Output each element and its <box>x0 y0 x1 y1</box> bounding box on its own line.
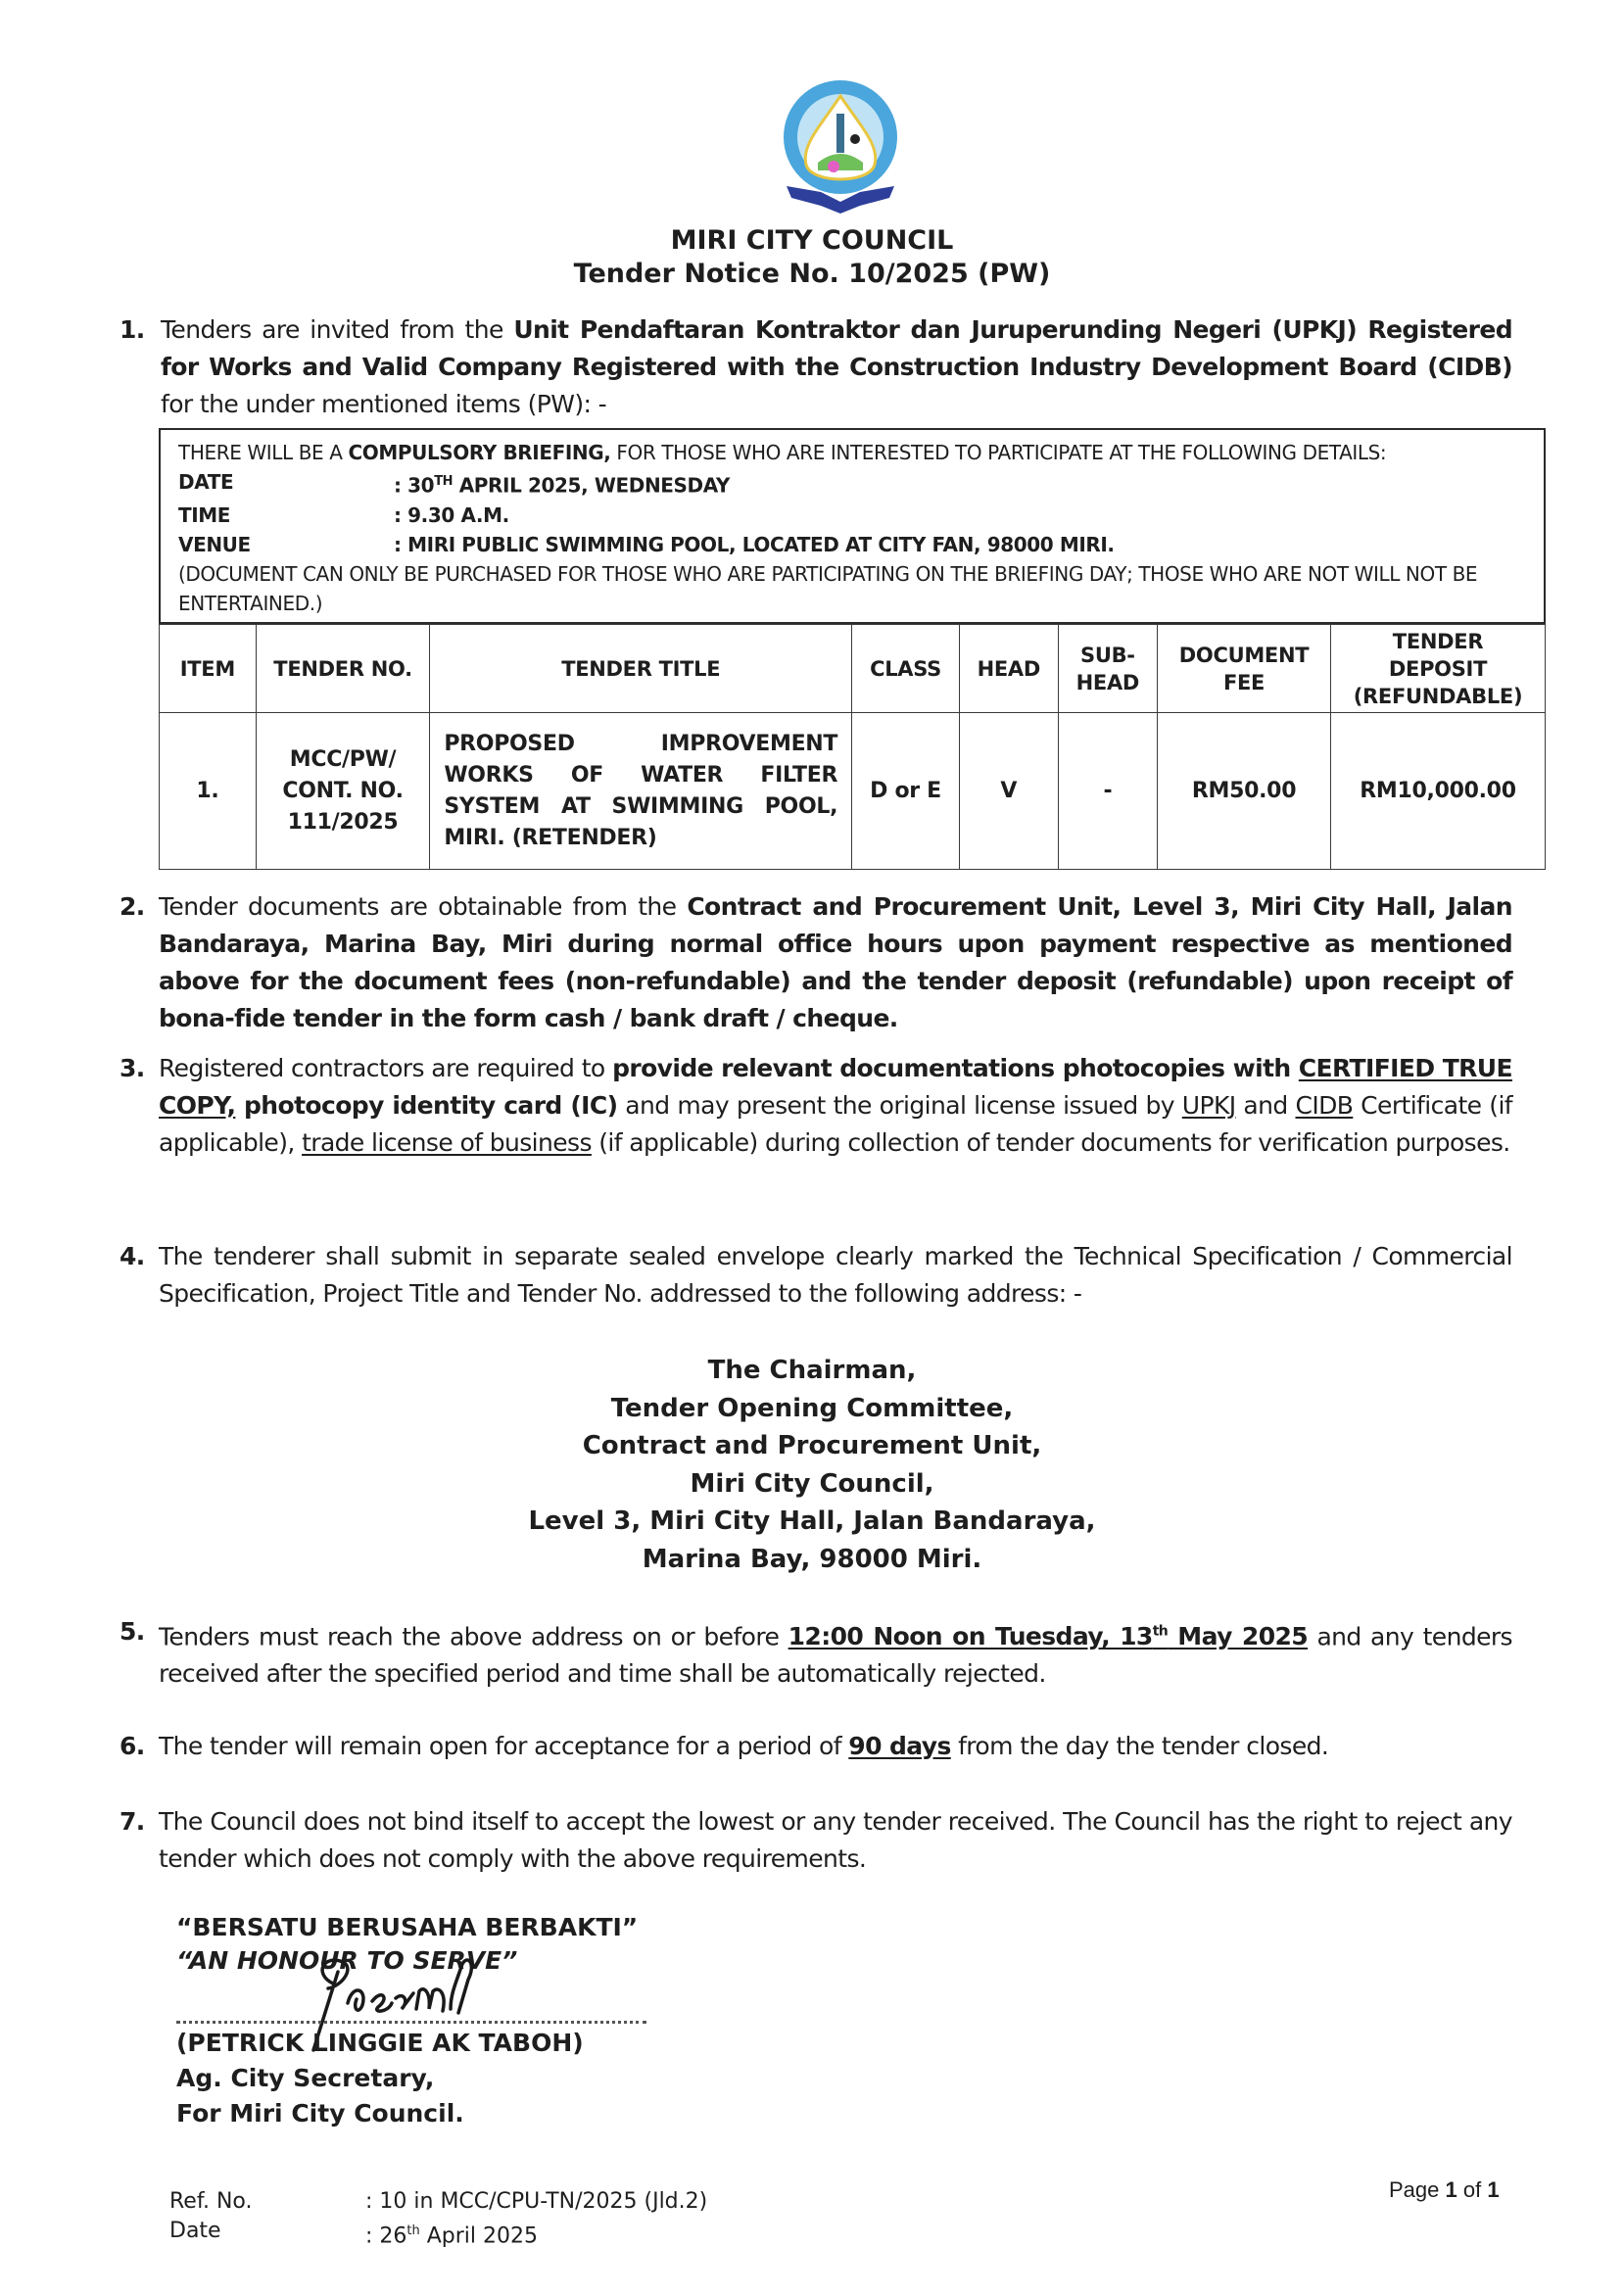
col-head: HEAD <box>959 625 1058 713</box>
council-logo <box>767 76 914 223</box>
paragraph-6: 6. The tender will remain open for acceptance for a period of 90 days from the day the tender closed. <box>119 1728 1512 1765</box>
col-tender-no: TENDER NO. <box>256 625 430 713</box>
notice-title: Tender Notice No. 10/2025 (PW) <box>573 259 1051 289</box>
paragraph-number: 4. <box>119 1242 145 1270</box>
date-label: Date <box>169 2219 221 2243</box>
motto-malay: “BERSATU BERUSAHA BERBAKTI” <box>176 1913 639 1941</box>
council-crest-icon <box>767 76 914 223</box>
paragraph-number: 7. <box>119 1807 145 1836</box>
cell-class: D or E <box>852 713 960 870</box>
motto-english: “AN HONOUR TO SERVE” <box>176 1946 518 1975</box>
validity-period: 90 days <box>848 1732 951 1760</box>
address-line: Marina Bay, 98000 Miri. <box>642 1544 982 1574</box>
table-row <box>160 713 1546 870</box>
briefing-time-row: TIME : 9.30 A.M. <box>178 502 509 527</box>
briefing-venue-row: VENUE : MIRI PUBLIC SWIMMING POOL, LOCATED AT CITY FAN, 98000 MIRI. <box>178 532 1115 556</box>
paragraph-4: 4. The tenderer shall submit in separate sealed envelope clearly marked the Technical Specification / Commercial Specification, Project Title and Tender No. addressed to the following address: - <box>119 1238 1512 1313</box>
paragraph-number: 2. <box>119 892 145 921</box>
paragraph-7: 7. The Council does not bind itself to accept the lowest or any tender received. The Council has the right to reject any tender which does not comply with the above requirements. <box>119 1803 1512 1878</box>
address-line: The Chairman, <box>707 1356 917 1385</box>
briefing-note: (DOCUMENT CAN ONLY BE PURCHASED FOR THOSE WHO ARE PARTICIPATING ON THE BRIEFING DAY; THOSE WHO ARE NOT WILL NOT BE ENTERTAINED.) <box>178 561 1478 615</box>
cell-tender-title: PROPOSED IMPROVEMENT WORKS OF WATER FILTER SYSTEM AT SWIMMING POOL, MIRI. (RETENDER) <box>430 713 852 870</box>
submission-address <box>0 1352 1624 1578</box>
paragraph-2: 2. Tender documents are obtainable from the Contract and Procurement Unit, Level 3, Miri City Hall, Jalan Bandaraya, Marina Bay, Miri during normal office hours upon payment respective as mentioned above for the document fees (non-refundable) and the tender deposit (refundable) upon receipt of bona-fide tender in the form cash / bank draft / cheque. <box>119 888 1512 1037</box>
paragraph-number: 3. <box>119 1054 145 1082</box>
paragraph-number: 1. <box>119 315 145 344</box>
address-line: Tender Opening Committee, <box>610 1393 1014 1423</box>
organization-name: MIRI CITY COUNCIL <box>670 225 954 256</box>
col-tender-title: TENDER TITLE <box>430 625 852 713</box>
ref-no-value: : 10 in MCC/CPU-TN/2025 (Jld.2) <box>365 2189 708 2214</box>
briefing-intro: THERE WILL BE A COMPULSORY BRIEFING, FOR THOSE WHO ARE INTERESTED TO PARTICIPATE AT THE FOLLOWING DETAILS: <box>178 441 1387 464</box>
address-line: Contract and Procurement Unit, <box>582 1431 1042 1460</box>
page-number: Page 1 of 1 <box>1389 2177 1500 2202</box>
signatory-title: Ag. City Secretary, <box>176 2064 435 2092</box>
signatory-name: (PETRICK LINGGIE AK TABOH) <box>176 2029 584 2057</box>
signature-line <box>176 2021 646 2024</box>
address-line: Level 3, Miri City Hall, Jalan Bandaraya, <box>528 1506 1096 1536</box>
date-value: : 26th April 2025 <box>365 2223 539 2249</box>
address-line: Miri City Council, <box>690 1468 934 1499</box>
cell-tender-no: MCC/PW/ CONT. NO. 111/2025 <box>256 713 430 870</box>
col-document-fee: DOCUMENT FEE <box>1158 625 1331 713</box>
paragraph-5: 5. Tenders must reach the above address on or before 12:00 Noon on Tuesday, 13th May 2025 and any tenders received after the specified period and time shall be automatically rejected. <box>119 1613 1512 1693</box>
paragraph-3: 3. Registered contractors are required to provide relevant documentations photocopies with CERTIFIED TRUE COPY, photocopy identity card (IC) and may present the original license issued by UPKJ and CIDB Certificate (if applicable), trade license of business (if applicable) during collection of tender documents for verification purposes. <box>119 1050 1512 1162</box>
compulsory-briefing-box <box>159 428 1546 624</box>
closing-deadline: 12:00 Noon on Tuesday, 13th May 2025 <box>788 1622 1309 1651</box>
table-header-row <box>160 625 1546 713</box>
cell-sub-head: - <box>1058 713 1157 870</box>
paragraph-1: 1. Tenders are invited from the Unit Pendaftaran Kontraktor dan Juruperunding Negeri (UPKJ) Registered for Works and Valid Company Registered with the Construction Industry Development Board (CIDB) for the under mentioned items (PW): - <box>119 311 1512 423</box>
paragraph-number: 6. <box>119 1732 145 1760</box>
ref-no-label: Ref. No. <box>169 2189 253 2214</box>
col-tender-deposit: TENDER DEPOSIT (REFUNDABLE) <box>1331 625 1546 713</box>
paragraph-number: 5. <box>119 1617 145 1646</box>
cell-head: V <box>959 713 1058 870</box>
briefing-date-row: DATE : 30TH APRIL 2025, WEDNESDAY <box>178 470 731 498</box>
col-item: ITEM <box>160 625 257 713</box>
col-sub-head: SUB-HEAD <box>1058 625 1157 713</box>
col-class: CLASS <box>852 625 960 713</box>
signatory-organization: For Miri City Council. <box>176 2099 464 2128</box>
cell-item: 1. <box>160 713 257 870</box>
tender-table <box>159 624 1546 870</box>
cell-tender-deposit: RM10,000.00 <box>1331 713 1546 870</box>
cell-document-fee: RM50.00 <box>1158 713 1331 870</box>
